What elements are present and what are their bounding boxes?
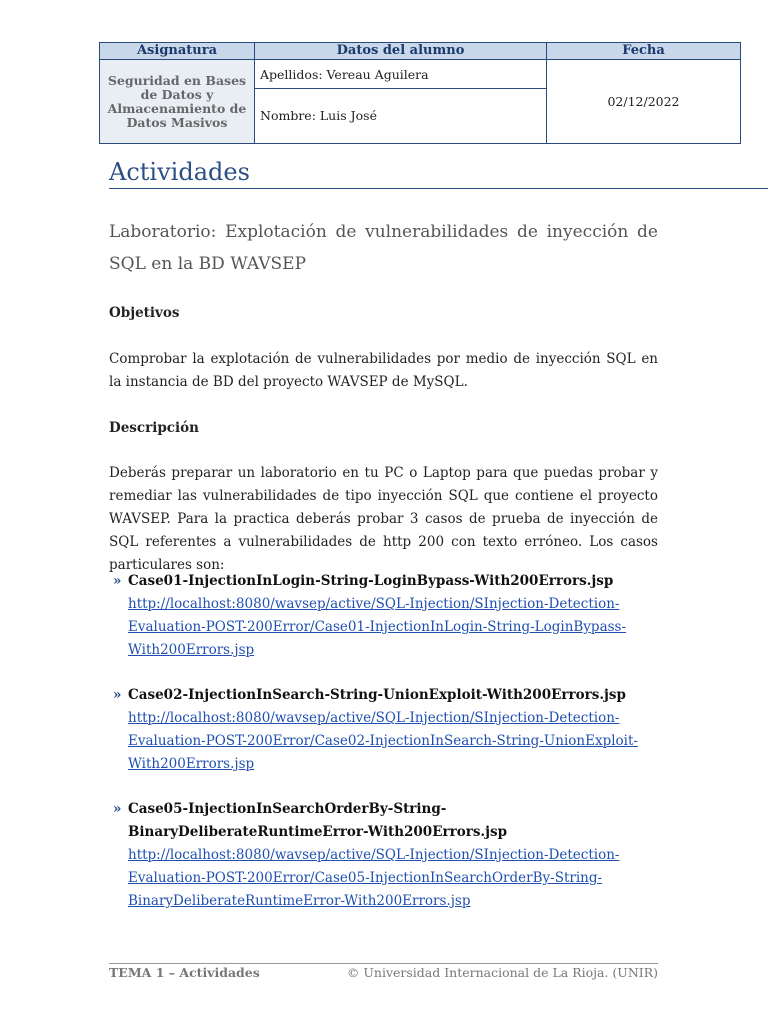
case-item [113, 798, 658, 913]
case-link[interactable]: http://localhost:8080/wavsep/active/SQL-Injection/SInjection-Detection-Evaluation-POST-200Error/Case02-InjectionInSearch-String-UnionExploit-With200Errors.jsp [128, 710, 638, 772]
subject-cell: Seguridad en Bases de Datos y Almacenamiento de Datos Masivos [100, 60, 255, 144]
case-link[interactable]: http://localhost:8080/wavsep/active/SQL-Injection/SInjection-Detection-Evaluation-POST-200Error/Case05-InjectionInSearchOrderBy-String-BinaryDeliberateRuntimeError-With200Errors.jsp [128, 847, 620, 909]
case-name: Case05-InjectionInSearchOrderBy-String-BinaryDeliberateRuntimeError-With200Errors.jsp [128, 801, 508, 840]
objectives-heading: Objetivos [109, 305, 180, 321]
bullet-icon: » [113, 687, 122, 703]
name-cell: Nombre: Luis José [255, 88, 547, 143]
subject-column-header: Asignatura [100, 43, 255, 60]
student-column-header: Datos del alumno [255, 43, 547, 60]
case-item [113, 570, 658, 662]
bullet-icon: » [113, 573, 122, 589]
header-table [99, 42, 741, 144]
description-heading: Descripción [109, 420, 199, 436]
page-footer [109, 963, 658, 980]
footer-copyright: © Universidad Internacional de La Rioja. (UNIR) [346, 965, 658, 980]
bullet-icon: » [113, 801, 122, 817]
page-title: Actividades [109, 157, 768, 189]
objectives-text: Comprobar la explotación de vulnerabilidades por medio de inyección SQL en la instancia de BD del proyecto WAVSEP de MySQL. [109, 351, 658, 390]
date-cell: 02/12/2022 [547, 60, 741, 144]
footer-topic: TEMA 1 – Actividades [109, 965, 260, 980]
case-item [113, 684, 658, 776]
description-text: Deberás preparar un laboratorio en tu PC o Laptop para que puedas probar y remediar las vulnerabilidades de tipo inyección SQL que contiene el proyecto WAVSEP. Para la practica deberás probar 3 casos de prueba de inyección de SQL referentes a vulnerabilidades de http 200 con texto erróneo. Los casos particulares son: [109, 465, 658, 573]
date-column-header: Fecha [547, 43, 741, 60]
surnames-cell: Apellidos: Vereau Aguilera [255, 60, 547, 89]
lab-title: Laboratorio: Explotación de vulnerabilidades de inyección de SQL en la BD WAVSEP [109, 222, 658, 274]
case-name: Case02-InjectionInSearch-String-UnionExploit-With200Errors.jsp [128, 687, 626, 703]
case-link[interactable]: http://localhost:8080/wavsep/active/SQL-Injection/SInjection-Detection-Evaluation-POST-200Error/Case01-InjectionInLogin-String-LoginBypass-With200Errors.jsp [128, 596, 627, 658]
case-name: Case01-InjectionInLogin-String-LoginBypass-With200Errors.jsp [128, 573, 614, 589]
